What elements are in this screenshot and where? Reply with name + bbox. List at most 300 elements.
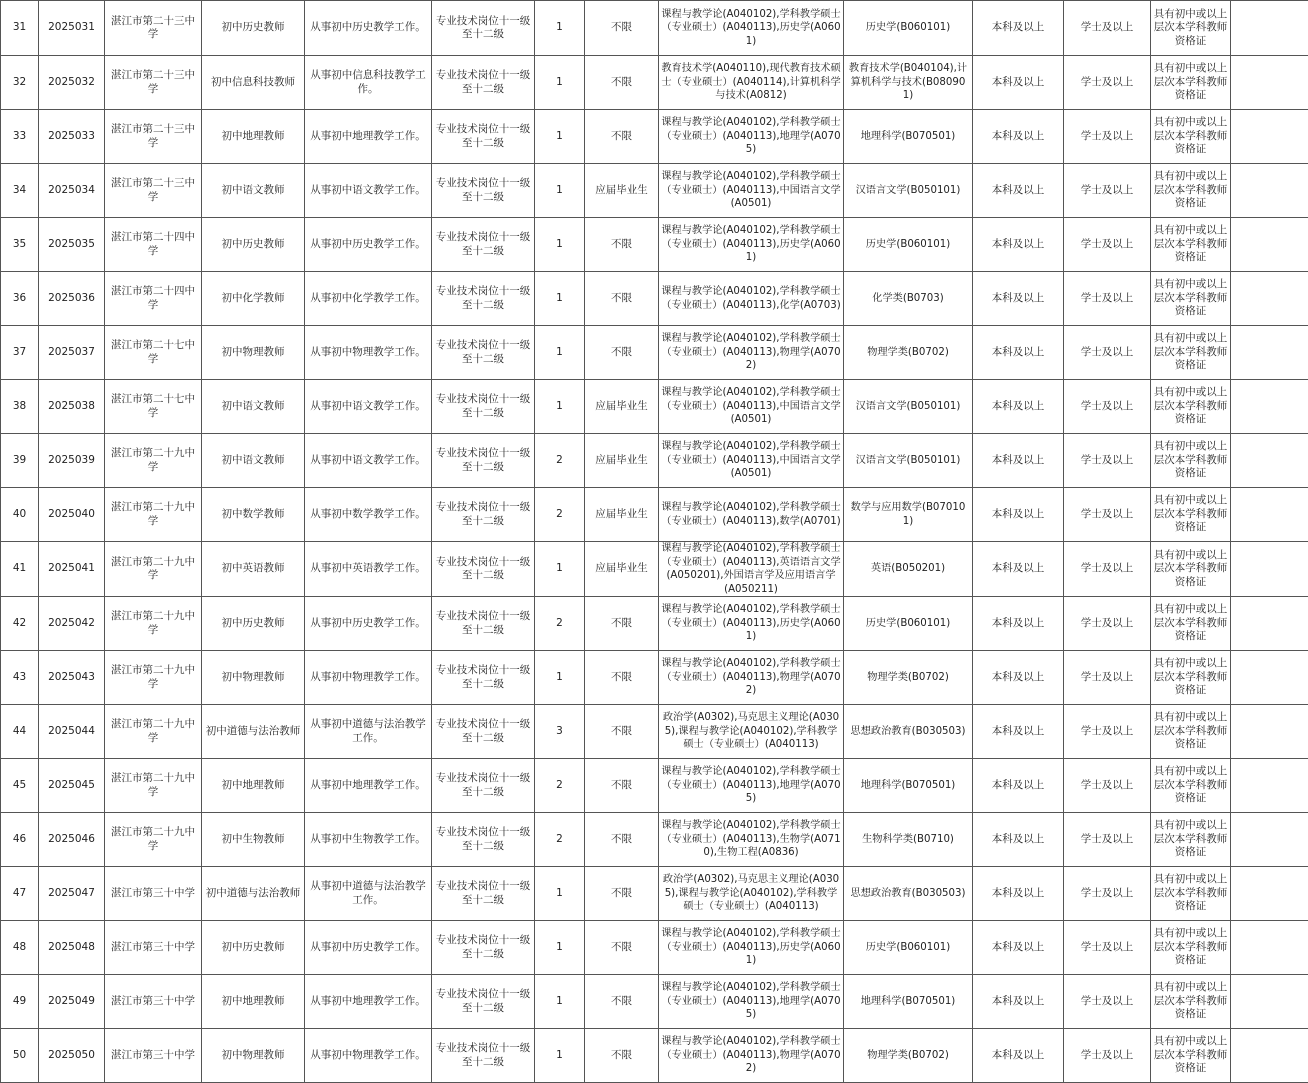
table-row: [1, 1029, 1308, 1083]
recruit-target-cell: 应届毕业生: [585, 542, 659, 597]
recruit-target-cell: 不限: [585, 218, 659, 272]
recruit-target-cell: 不限: [585, 705, 659, 759]
undergraduate-major-cell: 汉语言文学(B050101): [844, 380, 973, 434]
post-code-cell: 2025044: [39, 705, 105, 759]
post-name-cell: 初中语文教师: [202, 164, 305, 218]
remarks-cell: [1231, 705, 1308, 759]
headcount-cell: 1: [535, 1029, 585, 1083]
headcount-cell: 2: [535, 434, 585, 488]
row-number-cell: 39: [1, 434, 39, 488]
duty-cell: 从事初中历史教学工作。: [305, 1, 432, 56]
education-cell: 本科及以上: [973, 326, 1064, 380]
row-number-cell: 35: [1, 218, 39, 272]
qualification-cell: 具有初中或以上层次本学科教师资格证: [1151, 813, 1231, 867]
row-number-cell: 41: [1, 542, 39, 597]
undergraduate-major-cell: 化学类(B0703): [844, 272, 973, 326]
employer-cell: 湛江市第二十九中学: [105, 488, 202, 542]
remarks-cell: [1231, 488, 1308, 542]
headcount-cell: 1: [535, 56, 585, 110]
duty-cell: 从事初中道德与法治教学工作。: [305, 705, 432, 759]
graduate-major-cell: 课程与教学论(A040102),学科教学硕士（专业硕士）(A040113),中国语言文学(A0501): [659, 434, 844, 488]
qualification-cell: 具有初中或以上层次本学科教师资格证: [1151, 705, 1231, 759]
post-level-cell: 专业技术岗位十一级至十二级: [432, 218, 535, 272]
post-name-cell: 初中地理教师: [202, 110, 305, 164]
recruit-target-cell: 不限: [585, 867, 659, 921]
qualification-cell: 具有初中或以上层次本学科教师资格证: [1151, 380, 1231, 434]
undergraduate-major-cell: 物理学类(B0702): [844, 1029, 973, 1083]
remarks-cell: [1231, 326, 1308, 380]
education-cell: 本科及以上: [973, 164, 1064, 218]
post-level-cell: 专业技术岗位十一级至十二级: [432, 110, 535, 164]
row-number-cell: 37: [1, 326, 39, 380]
employer-cell: 湛江市第二十九中学: [105, 542, 202, 597]
degree-cell: 学士及以上: [1064, 218, 1151, 272]
row-number-cell: 38: [1, 380, 39, 434]
education-cell: 本科及以上: [973, 272, 1064, 326]
post-code-cell: 2025040: [39, 488, 105, 542]
graduate-major-cell: 课程与教学论(A040102),学科教学硕士（专业硕士）(A040113),历史学(A0601): [659, 218, 844, 272]
post-level-cell: 专业技术岗位十一级至十二级: [432, 326, 535, 380]
table-row: [1, 218, 1308, 272]
post-level-cell: 专业技术岗位十一级至十二级: [432, 1029, 535, 1083]
recruit-target-cell: 应届毕业生: [585, 164, 659, 218]
graduate-major-cell: 课程与教学论(A040102),学科教学硕士（专业硕士）(A040113),历史学(A0601): [659, 921, 844, 975]
education-cell: 本科及以上: [973, 1, 1064, 56]
degree-cell: 学士及以上: [1064, 434, 1151, 488]
post-level-cell: 专业技术岗位十一级至十二级: [432, 542, 535, 597]
post-name-cell: 初中历史教师: [202, 921, 305, 975]
remarks-cell: [1231, 272, 1308, 326]
post-name-cell: 初中物理教师: [202, 326, 305, 380]
row-number-cell: 42: [1, 597, 39, 651]
duty-cell: 从事初中物理教学工作。: [305, 651, 432, 705]
undergraduate-major-cell: 历史学(B060101): [844, 921, 973, 975]
remarks-cell: [1231, 434, 1308, 488]
graduate-major-cell: 课程与教学论(A040102),学科教学硕士（专业硕士）(A040113),数学(A0701): [659, 488, 844, 542]
degree-cell: 学士及以上: [1064, 705, 1151, 759]
post-name-cell: 初中数学教师: [202, 488, 305, 542]
graduate-major-cell: 政治学(A0302),马克思主义理论(A0305),课程与教学论(A040102),学科教学硕士（专业硕士）(A040113): [659, 705, 844, 759]
remarks-cell: [1231, 597, 1308, 651]
employer-cell: 湛江市第二十三中学: [105, 56, 202, 110]
duty-cell: 从事初中信息科技教学工作。: [305, 56, 432, 110]
row-number-cell: 49: [1, 975, 39, 1029]
post-name-cell: 初中语文教师: [202, 380, 305, 434]
degree-cell: 学士及以上: [1064, 975, 1151, 1029]
remarks-cell: [1231, 1, 1308, 56]
post-code-cell: 2025047: [39, 867, 105, 921]
qualification-cell: 具有初中或以上层次本学科教师资格证: [1151, 597, 1231, 651]
recruit-target-cell: 应届毕业生: [585, 434, 659, 488]
recruit-target-cell: 不限: [585, 1029, 659, 1083]
recruit-target-cell: 不限: [585, 651, 659, 705]
post-code-cell: 2025045: [39, 759, 105, 813]
education-cell: 本科及以上: [973, 110, 1064, 164]
post-level-cell: 专业技术岗位十一级至十二级: [432, 867, 535, 921]
degree-cell: 学士及以上: [1064, 164, 1151, 218]
row-number-cell: 34: [1, 164, 39, 218]
qualification-cell: 具有初中或以上层次本学科教师资格证: [1151, 218, 1231, 272]
row-number-cell: 31: [1, 1, 39, 56]
headcount-cell: 1: [535, 975, 585, 1029]
qualification-cell: 具有初中或以上层次本学科教师资格证: [1151, 488, 1231, 542]
post-code-cell: 2025039: [39, 434, 105, 488]
post-level-cell: 专业技术岗位十一级至十二级: [432, 705, 535, 759]
degree-cell: 学士及以上: [1064, 56, 1151, 110]
recruit-target-cell: 不限: [585, 1, 659, 56]
remarks-cell: [1231, 921, 1308, 975]
education-cell: 本科及以上: [973, 218, 1064, 272]
post-level-cell: 专业技术岗位十一级至十二级: [432, 813, 535, 867]
remarks-cell: [1231, 380, 1308, 434]
remarks-cell: [1231, 542, 1308, 597]
undergraduate-major-cell: 数学与应用数学(B070101): [844, 488, 973, 542]
post-name-cell: 初中英语教师: [202, 542, 305, 597]
employer-cell: 湛江市第二十九中学: [105, 813, 202, 867]
post-level-cell: 专业技术岗位十一级至十二级: [432, 1, 535, 56]
headcount-cell: 1: [535, 867, 585, 921]
table-row: [1, 975, 1308, 1029]
duty-cell: 从事初中物理教学工作。: [305, 326, 432, 380]
headcount-cell: 1: [535, 542, 585, 597]
recruit-target-cell: 应届毕业生: [585, 380, 659, 434]
degree-cell: 学士及以上: [1064, 272, 1151, 326]
row-number-cell: 33: [1, 110, 39, 164]
graduate-major-cell: 课程与教学论(A040102),学科教学硕士（专业硕士）(A040113),生物学(A0710),生物工程(A0836): [659, 813, 844, 867]
headcount-cell: 2: [535, 813, 585, 867]
employer-cell: 湛江市第二十三中学: [105, 110, 202, 164]
post-name-cell: 初中道德与法治教师: [202, 705, 305, 759]
education-cell: 本科及以上: [973, 813, 1064, 867]
post-code-cell: 2025041: [39, 542, 105, 597]
degree-cell: 学士及以上: [1064, 110, 1151, 164]
headcount-cell: 2: [535, 759, 585, 813]
duty-cell: 从事初中化学教学工作。: [305, 272, 432, 326]
degree-cell: 学士及以上: [1064, 813, 1151, 867]
education-cell: 本科及以上: [973, 380, 1064, 434]
education-cell: 本科及以上: [973, 56, 1064, 110]
qualification-cell: 具有初中或以上层次本学科教师资格证: [1151, 759, 1231, 813]
graduate-major-cell: 课程与教学论(A040102),学科教学硕士（专业硕士）(A040113),物理学(A0702): [659, 651, 844, 705]
post-level-cell: 专业技术岗位十一级至十二级: [432, 434, 535, 488]
post-level-cell: 专业技术岗位十一级至十二级: [432, 651, 535, 705]
recruit-target-cell: 不限: [585, 272, 659, 326]
table-body: [1, 1, 1308, 1083]
employer-cell: 湛江市第二十七中学: [105, 380, 202, 434]
education-cell: 本科及以上: [973, 705, 1064, 759]
post-code-cell: 2025048: [39, 921, 105, 975]
headcount-cell: 1: [535, 380, 585, 434]
undergraduate-major-cell: 生物科学类(B0710): [844, 813, 973, 867]
employer-cell: 湛江市第二十九中学: [105, 597, 202, 651]
duty-cell: 从事初中语文教学工作。: [305, 164, 432, 218]
table-row: [1, 164, 1308, 218]
post-level-cell: 专业技术岗位十一级至十二级: [432, 975, 535, 1029]
qualification-cell: 具有初中或以上层次本学科教师资格证: [1151, 1029, 1231, 1083]
post-code-cell: 2025031: [39, 1, 105, 56]
recruit-target-cell: 不限: [585, 326, 659, 380]
table-row: [1, 542, 1308, 597]
headcount-cell: 2: [535, 488, 585, 542]
post-code-cell: 2025033: [39, 110, 105, 164]
remarks-cell: [1231, 218, 1308, 272]
recruit-target-cell: 应届毕业生: [585, 488, 659, 542]
post-level-cell: 专业技术岗位十一级至十二级: [432, 380, 535, 434]
employer-cell: 湛江市第三十中学: [105, 1029, 202, 1083]
employer-cell: 湛江市第二十四中学: [105, 218, 202, 272]
table-row: [1, 651, 1308, 705]
remarks-cell: [1231, 813, 1308, 867]
row-number-cell: 40: [1, 488, 39, 542]
post-level-cell: 专业技术岗位十一级至十二级: [432, 164, 535, 218]
row-number-cell: 46: [1, 813, 39, 867]
remarks-cell: [1231, 110, 1308, 164]
duty-cell: 从事初中物理教学工作。: [305, 1029, 432, 1083]
duty-cell: 从事初中生物教学工作。: [305, 813, 432, 867]
education-cell: 本科及以上: [973, 759, 1064, 813]
post-code-cell: 2025046: [39, 813, 105, 867]
employer-cell: 湛江市第二十七中学: [105, 326, 202, 380]
post-name-cell: 初中历史教师: [202, 218, 305, 272]
row-number-cell: 48: [1, 921, 39, 975]
post-code-cell: 2025038: [39, 380, 105, 434]
post-name-cell: 初中道德与法治教师: [202, 867, 305, 921]
graduate-major-cell: 课程与教学论(A040102),学科教学硕士（专业硕士）(A040113),物理学(A0702): [659, 326, 844, 380]
degree-cell: 学士及以上: [1064, 488, 1151, 542]
graduate-major-cell: 课程与教学论(A040102),学科教学硕士（专业硕士）(A040113),地理学(A0705): [659, 975, 844, 1029]
recruit-target-cell: 不限: [585, 56, 659, 110]
degree-cell: 学士及以上: [1064, 597, 1151, 651]
employer-cell: 湛江市第二十九中学: [105, 759, 202, 813]
qualification-cell: 具有初中或以上层次本学科教师资格证: [1151, 542, 1231, 597]
post-level-cell: 专业技术岗位十一级至十二级: [432, 56, 535, 110]
table-row: [1, 110, 1308, 164]
employer-cell: 湛江市第三十中学: [105, 867, 202, 921]
employer-cell: 湛江市第二十九中学: [105, 651, 202, 705]
undergraduate-major-cell: 思想政治教育(B030503): [844, 867, 973, 921]
table-row: [1, 326, 1308, 380]
degree-cell: 学士及以上: [1064, 542, 1151, 597]
recruit-target-cell: 不限: [585, 110, 659, 164]
undergraduate-major-cell: 思想政治教育(B030503): [844, 705, 973, 759]
duty-cell: 从事初中语文教学工作。: [305, 434, 432, 488]
graduate-major-cell: 课程与教学论(A040102),学科教学硕士（专业硕士）(A040113),中国语言文学(A0501): [659, 380, 844, 434]
qualification-cell: 具有初中或以上层次本学科教师资格证: [1151, 164, 1231, 218]
remarks-cell: [1231, 1029, 1308, 1083]
post-code-cell: 2025036: [39, 272, 105, 326]
duty-cell: 从事初中地理教学工作。: [305, 110, 432, 164]
row-number-cell: 44: [1, 705, 39, 759]
education-cell: 本科及以上: [973, 542, 1064, 597]
recruit-target-cell: 不限: [585, 597, 659, 651]
table-row: [1, 597, 1308, 651]
table-row: [1, 272, 1308, 326]
duty-cell: 从事初中地理教学工作。: [305, 759, 432, 813]
recruit-target-cell: 不限: [585, 921, 659, 975]
graduate-major-cell: 课程与教学论(A040102),学科教学硕士（专业硕士）(A040113),英语语言文学(A050201),外国语言学及应用语言学(A050211): [659, 542, 844, 597]
qualification-cell: 具有初中或以上层次本学科教师资格证: [1151, 1, 1231, 56]
qualification-cell: 具有初中或以上层次本学科教师资格证: [1151, 272, 1231, 326]
degree-cell: 学士及以上: [1064, 1029, 1151, 1083]
employer-cell: 湛江市第三十中学: [105, 975, 202, 1029]
duty-cell: 从事初中历史教学工作。: [305, 218, 432, 272]
degree-cell: 学士及以上: [1064, 326, 1151, 380]
undergraduate-major-cell: 汉语言文学(B050101): [844, 164, 973, 218]
graduate-major-cell: 教育技术学(A040110),现代教育技术硕士（专业硕士）(A040114),计算机科学与技术(A0812): [659, 56, 844, 110]
degree-cell: 学士及以上: [1064, 380, 1151, 434]
row-number-cell: 43: [1, 651, 39, 705]
graduate-major-cell: 课程与教学论(A040102),学科教学硕士（专业硕士）(A040113),历史学(A0601): [659, 1, 844, 56]
table-row: [1, 867, 1308, 921]
remarks-cell: [1231, 759, 1308, 813]
post-code-cell: 2025037: [39, 326, 105, 380]
education-cell: 本科及以上: [973, 867, 1064, 921]
table-row: [1, 1, 1308, 56]
undergraduate-major-cell: 历史学(B060101): [844, 1, 973, 56]
education-cell: 本科及以上: [973, 1029, 1064, 1083]
post-level-cell: 专业技术岗位十一级至十二级: [432, 488, 535, 542]
undergraduate-major-cell: 历史学(B060101): [844, 597, 973, 651]
education-cell: 本科及以上: [973, 975, 1064, 1029]
row-number-cell: 47: [1, 867, 39, 921]
undergraduate-major-cell: 教育技术学(B040104),计算机科学与技术(B080901): [844, 56, 973, 110]
qualification-cell: 具有初中或以上层次本学科教师资格证: [1151, 921, 1231, 975]
degree-cell: 学士及以上: [1064, 651, 1151, 705]
graduate-major-cell: 课程与教学论(A040102),学科教学硕士（专业硕士）(A040113),化学(A0703): [659, 272, 844, 326]
education-cell: 本科及以上: [973, 921, 1064, 975]
employer-cell: 湛江市第二十三中学: [105, 1, 202, 56]
post-name-cell: 初中历史教师: [202, 1, 305, 56]
education-cell: 本科及以上: [973, 651, 1064, 705]
headcount-cell: 1: [535, 110, 585, 164]
table-row: [1, 488, 1308, 542]
undergraduate-major-cell: 物理学类(B0702): [844, 651, 973, 705]
graduate-major-cell: 课程与教学论(A040102),学科教学硕士（专业硕士）(A040113),地理学(A0705): [659, 110, 844, 164]
post-name-cell: 初中语文教师: [202, 434, 305, 488]
undergraduate-major-cell: 英语(B050201): [844, 542, 973, 597]
qualification-cell: 具有初中或以上层次本学科教师资格证: [1151, 110, 1231, 164]
degree-cell: 学士及以上: [1064, 867, 1151, 921]
undergraduate-major-cell: 地理科学(B070501): [844, 759, 973, 813]
undergraduate-major-cell: 物理学类(B0702): [844, 326, 973, 380]
row-number-cell: 36: [1, 272, 39, 326]
duty-cell: 从事初中英语教学工作。: [305, 542, 432, 597]
table-row: [1, 380, 1308, 434]
undergraduate-major-cell: 地理科学(B070501): [844, 110, 973, 164]
post-code-cell: 2025034: [39, 164, 105, 218]
table-row: [1, 921, 1308, 975]
post-name-cell: 初中地理教师: [202, 759, 305, 813]
remarks-cell: [1231, 975, 1308, 1029]
post-name-cell: 初中历史教师: [202, 597, 305, 651]
remarks-cell: [1231, 651, 1308, 705]
post-name-cell: 初中化学教师: [202, 272, 305, 326]
post-name-cell: 初中物理教师: [202, 651, 305, 705]
recruit-target-cell: 不限: [585, 975, 659, 1029]
headcount-cell: 1: [535, 326, 585, 380]
row-number-cell: 32: [1, 56, 39, 110]
duty-cell: 从事初中道德与法治教学工作。: [305, 867, 432, 921]
headcount-cell: 1: [535, 218, 585, 272]
employer-cell: 湛江市第二十三中学: [105, 164, 202, 218]
undergraduate-major-cell: 汉语言文学(B050101): [844, 434, 973, 488]
degree-cell: 学士及以上: [1064, 1, 1151, 56]
graduate-major-cell: 课程与教学论(A040102),学科教学硕士（专业硕士）(A040113),地理学(A0705): [659, 759, 844, 813]
remarks-cell: [1231, 164, 1308, 218]
graduate-major-cell: 课程与教学论(A040102),学科教学硕士（专业硕士）(A040113),物理学(A0702): [659, 1029, 844, 1083]
employer-cell: 湛江市第二十九中学: [105, 434, 202, 488]
qualification-cell: 具有初中或以上层次本学科教师资格证: [1151, 56, 1231, 110]
headcount-cell: 2: [535, 597, 585, 651]
remarks-cell: [1231, 867, 1308, 921]
headcount-cell: 1: [535, 1, 585, 56]
headcount-cell: 1: [535, 272, 585, 326]
education-cell: 本科及以上: [973, 597, 1064, 651]
headcount-cell: 1: [535, 651, 585, 705]
post-code-cell: 2025035: [39, 218, 105, 272]
degree-cell: 学士及以上: [1064, 921, 1151, 975]
post-code-cell: 2025043: [39, 651, 105, 705]
headcount-cell: 3: [535, 705, 585, 759]
remarks-cell: [1231, 56, 1308, 110]
post-code-cell: 2025049: [39, 975, 105, 1029]
post-level-cell: 专业技术岗位十一级至十二级: [432, 597, 535, 651]
graduate-major-cell: 课程与教学论(A040102),学科教学硕士（专业硕士）(A040113),中国语言文学(A0501): [659, 164, 844, 218]
qualification-cell: 具有初中或以上层次本学科教师资格证: [1151, 867, 1231, 921]
table-row: [1, 56, 1308, 110]
recruit-target-cell: 不限: [585, 813, 659, 867]
duty-cell: 从事初中历史教学工作。: [305, 921, 432, 975]
qualification-cell: 具有初中或以上层次本学科教师资格证: [1151, 326, 1231, 380]
qualification-cell: 具有初中或以上层次本学科教师资格证: [1151, 434, 1231, 488]
post-name-cell: 初中生物教师: [202, 813, 305, 867]
post-level-cell: 专业技术岗位十一级至十二级: [432, 272, 535, 326]
undergraduate-major-cell: 历史学(B060101): [844, 218, 973, 272]
employer-cell: 湛江市第三十中学: [105, 921, 202, 975]
undergraduate-major-cell: 地理科学(B070501): [844, 975, 973, 1029]
post-name-cell: 初中信息科技教师: [202, 56, 305, 110]
recruit-target-cell: 不限: [585, 759, 659, 813]
education-cell: 本科及以上: [973, 488, 1064, 542]
post-code-cell: 2025050: [39, 1029, 105, 1083]
post-level-cell: 专业技术岗位十一级至十二级: [432, 921, 535, 975]
employer-cell: 湛江市第二十四中学: [105, 272, 202, 326]
post-name-cell: 初中物理教师: [202, 1029, 305, 1083]
duty-cell: 从事初中历史教学工作。: [305, 597, 432, 651]
graduate-major-cell: 课程与教学论(A040102),学科教学硕士（专业硕士）(A040113),历史学(A0601): [659, 597, 844, 651]
table-row: [1, 813, 1308, 867]
education-cell: 本科及以上: [973, 434, 1064, 488]
table-row: [1, 759, 1308, 813]
duty-cell: 从事初中地理教学工作。: [305, 975, 432, 1029]
table-row: [1, 434, 1308, 488]
headcount-cell: 1: [535, 164, 585, 218]
post-code-cell: 2025042: [39, 597, 105, 651]
post-level-cell: 专业技术岗位十一级至十二级: [432, 759, 535, 813]
row-number-cell: 50: [1, 1029, 39, 1083]
headcount-cell: 1: [535, 921, 585, 975]
post-name-cell: 初中地理教师: [202, 975, 305, 1029]
employer-cell: 湛江市第二十九中学: [105, 705, 202, 759]
degree-cell: 学士及以上: [1064, 759, 1151, 813]
qualification-cell: 具有初中或以上层次本学科教师资格证: [1151, 975, 1231, 1029]
graduate-major-cell: 政治学(A0302),马克思主义理论(A0305),课程与教学论(A040102),学科教学硕士（专业硕士）(A040113): [659, 867, 844, 921]
qualification-cell: 具有初中或以上层次本学科教师资格证: [1151, 651, 1231, 705]
post-code-cell: 2025032: [39, 56, 105, 110]
table-row: [1, 705, 1308, 759]
duty-cell: 从事初中语文教学工作。: [305, 380, 432, 434]
duty-cell: 从事初中数学教学工作。: [305, 488, 432, 542]
